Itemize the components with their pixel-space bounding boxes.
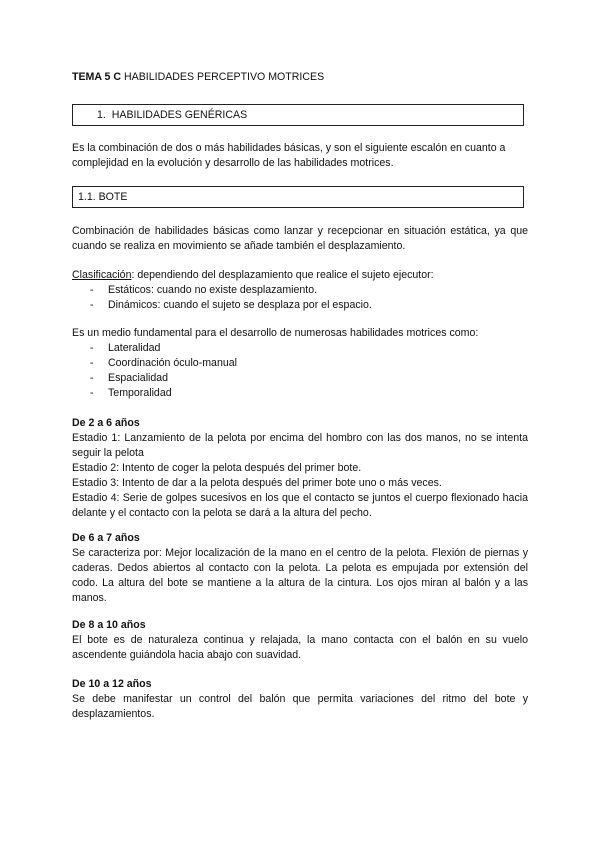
- classification-section: [72, 268, 528, 313]
- age-6-7-heading: De 6 a 7 años: [72, 532, 140, 544]
- list-item: [72, 341, 528, 356]
- list-marker: -: [90, 357, 94, 369]
- list-item-text: Estáticos: cuando no existe desplazamiento.: [108, 284, 318, 296]
- list-item-text: Dinámicos: cuando el sujeto se desplaza por el espacio.: [108, 299, 372, 311]
- age-8-10-section: [72, 618, 528, 663]
- document-title-bold: TEMA 5 C: [72, 71, 122, 83]
- section-1-heading: [72, 104, 524, 126]
- section-1-number: 1.: [97, 109, 106, 121]
- list-item: [72, 371, 528, 386]
- list-marker: -: [90, 372, 94, 384]
- intro-paragraph: [72, 141, 528, 171]
- age-10-12-section: [72, 677, 528, 722]
- list-marker: -: [90, 299, 94, 311]
- list-item-text: Coordinación óculo-manual: [108, 357, 237, 369]
- classification-list: [72, 283, 528, 313]
- fundamental-section: [72, 326, 528, 401]
- list-item-text: Espacialidad: [108, 372, 169, 384]
- list-marker: -: [90, 284, 94, 296]
- age-6-7-section: [72, 531, 528, 606]
- stage-1-text: Estadio 1: Lanzamiento de la pelota por encima del hombro con las dos manos, no se intenta seguir la pelota: [72, 432, 528, 459]
- list-item-text: Temporalidad: [108, 387, 172, 399]
- stage-4-text: Estadio 4: Serie de golpes sucesivos en los que el contacto se juntos el cuerpo flexionado hacia delante y el contacto con la pelota se dará a la altura del pecho.: [72, 492, 528, 519]
- document-title-rest: HABILIDADES PERCEPTIVO MOTRICES: [121, 71, 325, 83]
- bote-definition-text: Combinación de habilidades básicas como lanzar y recepcionar en situación estática, ya que cuando se realiza en movimiento se añade también el desplazamiento.: [72, 225, 528, 252]
- list-item: [72, 283, 528, 298]
- age-8-10-heading: De 8 a 10 años: [72, 619, 146, 631]
- age-10-12-text: Se debe manifestar un control del balón que permita variaciones del ritmo del bote y desplazamientos.: [72, 693, 528, 720]
- classification-label: Clasificación: [72, 269, 132, 281]
- document-title: [72, 70, 528, 85]
- age-2-6-section: [72, 416, 528, 521]
- list-item-text: Lateralidad: [108, 342, 161, 354]
- classification-text: : dependiendo del desplazamiento que realice el sujeto ejecutor:: [131, 269, 434, 281]
- section-1-1-heading: [72, 186, 524, 208]
- age-2-6-heading: De 2 a 6 años: [72, 417, 140, 429]
- intro-text: Es la combinación de dos o más habilidades básicas, y son el siguiente escalón en cuanto a complejidad en la evolución y desarrollo de las habilidades motrices.: [72, 142, 506, 169]
- fundamental-list: [72, 341, 528, 401]
- list-item: [72, 386, 528, 401]
- stage-2-text: Estadio 2: Intento de coger la pelota después del primer bote.: [72, 462, 362, 474]
- section-1-title: HABILIDADES GENÉRICAS: [111, 109, 248, 121]
- bote-definition-paragraph: [72, 224, 528, 254]
- list-item: [72, 298, 528, 313]
- age-8-10-text: El bote es de naturaleza continua y relajada, la mano contacta con el balón en su vuelo ascendente guiándola hacia abajo con suavidad.: [72, 634, 528, 661]
- section-1-1-title: 1.1. BOTE: [78, 191, 128, 203]
- list-item: [72, 356, 528, 371]
- list-marker: -: [90, 387, 94, 399]
- list-marker: -: [90, 342, 94, 354]
- fundamental-text: Es un medio fundamental para el desarrollo de numerosas habilidades motrices como:: [72, 327, 479, 339]
- age-6-7-text: Se caracteriza por: Mejor localización de la mano en el centro de la pelota. Flexión de piernas y caderas. Dedos abiertos al contacto con la pelota. La pelota es empujada por extensión del codo. La altura del bote se mantiene a la altura de la cintura. Los ojos miran al balón y a las manos.: [72, 547, 528, 604]
- age-10-12-heading: De 10 a 12 años: [72, 678, 152, 690]
- stage-3-text: Estadio 3: Intento de dar a la pelota después del primer bote uno o más veces.: [72, 477, 442, 489]
